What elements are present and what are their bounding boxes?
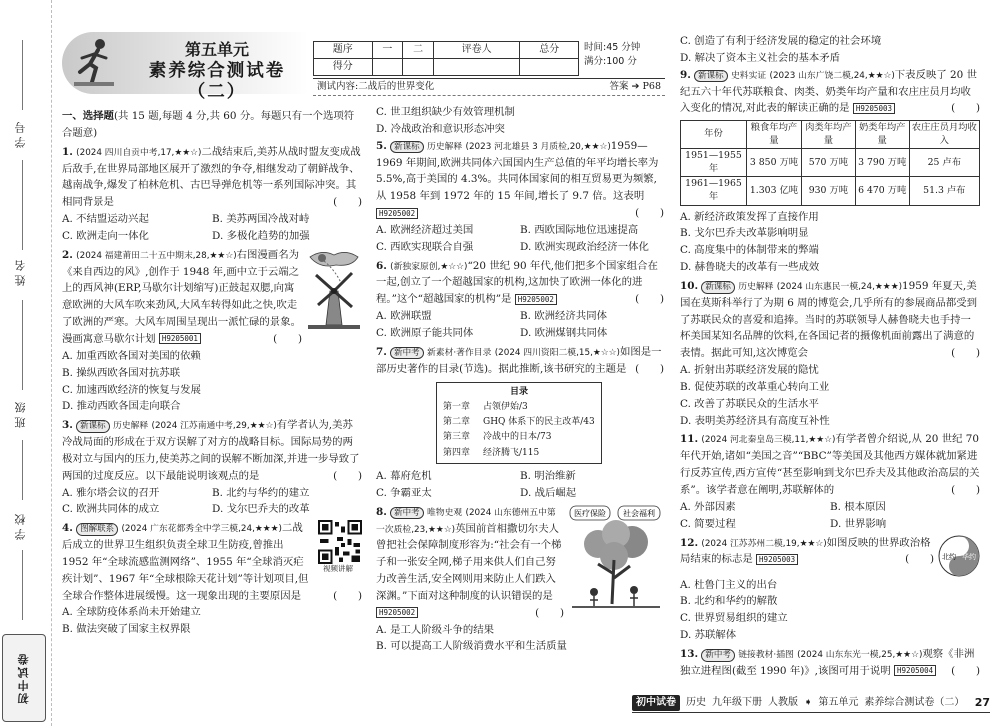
answer-bracket[interactable]: ( ) <box>951 484 980 496</box>
answer-bracket[interactable]: ( ) <box>333 196 362 209</box>
toc-chapter: 第三章 <box>443 432 471 443</box>
answer-bracket[interactable]: ( ) <box>951 347 980 360</box>
question-tag: 新中考 <box>701 649 735 662</box>
option-c[interactable]: C. 争霸亚太 <box>376 486 432 499</box>
page-title <box>128 40 306 103</box>
question-tag-text: 唯物史观 <box>427 507 463 518</box>
question-source: (2024 四川资阳二模,15,★☆☆) <box>494 347 620 358</box>
answer-bracket[interactable]: ( ) <box>635 293 664 306</box>
section-desc: (共 15 题,每题 4 分,共 60 分。每题只有一个选项符合题意) <box>62 110 355 139</box>
question-source: (2024 江苏南通中考,29,★★☆) <box>151 421 277 432</box>
question-stem: 有学者曾介绍说,从 20 世纪 70 年代开始,诸如“美国之音”“BBC”等美国及其他西方媒体就加紧进行反苏宣传,西方宣传“甚至影响到戈尔巴乔夫及其他政治高层的关系”。该学者意在阐明,苏联解体的 <box>680 433 980 496</box>
question-1 <box>62 144 362 245</box>
question-tag: 新课标 <box>701 281 735 294</box>
option-a[interactable]: A. 新经济政策发挥了直接作用 <box>680 210 819 223</box>
toc-row <box>443 430 595 445</box>
margin-line <box>22 440 23 500</box>
option-a[interactable]: A. 幕府危机 <box>376 469 432 482</box>
unit-title: 第五单元 <box>184 40 249 59</box>
toc-chapter: 第二章 <box>443 417 471 428</box>
option-c[interactable]: C. 世界贸易组织的建立 <box>680 612 788 625</box>
table-cell: 930 万吨 <box>801 177 855 205</box>
score-row-label: 得分 <box>314 59 373 76</box>
corner-logo: 初中试卷 <box>2 634 46 722</box>
option-b[interactable]: B. 根本原因 <box>830 500 886 513</box>
test-scope: 测试内容:二战后的世界变化 <box>317 81 435 92</box>
option-c[interactable]: C. 高度集中的体制带来的弊端 <box>680 244 819 257</box>
question-8-continued <box>680 33 980 67</box>
question-source: (2024 广东花都秀全中学三模,24,★★★) <box>121 524 282 535</box>
option-b[interactable]: B. 西欧国际地位迅速提高 <box>520 223 639 236</box>
option-d[interactable]: D. 推动西欧各国走向联合 <box>62 400 181 413</box>
answer-ref: 答案 ➔ P68 <box>609 81 661 92</box>
toc-row <box>443 415 595 430</box>
page-footer <box>632 694 990 712</box>
table-cell: 1.303 亿吨 <box>746 177 801 205</box>
option-c[interactable]: C. 欧洲走向一体化 <box>62 229 149 242</box>
question-source: (2024 江苏苏州二模,19,★★☆) <box>701 538 827 549</box>
toc-chapter: 第四章 <box>443 447 471 458</box>
margin-line <box>22 550 23 620</box>
score-header-cell: 总分 <box>520 42 579 59</box>
question-8 <box>376 504 664 656</box>
score-header-cell: 一 <box>372 42 403 59</box>
options <box>680 362 980 429</box>
question-stem: 右图漫画名为《来自西边的风》,创作于 1948 年,画中立于云端之上的西风神(ERP,马歇尔计划缩写)正鼓起双腮,向寓意欧洲的大风车吹来劲风,大风车转得如此之快,吹走了欧洲的严寒。大风车周围呈现出一派忙碌的景象。漫画寓意马歇尔计划 <box>62 248 301 345</box>
toc-entry: 冷战中的日本/73 <box>483 432 552 443</box>
footer-subject: 历史 <box>686 696 706 708</box>
question-7 <box>376 344 664 502</box>
option-a[interactable]: A. 欧洲联盟 <box>376 310 432 323</box>
question-stem: 1959 年夏天,美国在莫斯科举行了为期 6 周的博览会,几乎所有的参展商品都受到了苏联民众的喜爱和追捧。当时的苏联领导人赫鲁晓夫也手持一杯美国某知名品牌的饮料,在各国记者的摄像机面前露出了满意的表情。据此可知,这次博览会 <box>680 279 978 360</box>
qr-code-icon[interactable] <box>318 520 362 564</box>
question-code: H9205002 <box>376 208 418 219</box>
question-12 <box>680 535 980 644</box>
options <box>680 209 980 276</box>
options <box>376 468 664 502</box>
question-code: H9205002 <box>376 607 418 618</box>
table-header: 肉类年均产量 <box>801 121 855 149</box>
options <box>376 308 664 342</box>
table-header: 粮食年均产量 <box>746 121 801 149</box>
answer-bracket[interactable]: ( ) <box>951 664 980 677</box>
toc-row <box>443 446 595 461</box>
question-source: (2023 山东广饶二模,24,★★☆) <box>769 70 895 81</box>
question-number: 2. <box>62 248 73 261</box>
question-stem: 有学者认为,美苏冷战局面的形成在于双方误解了对方的战略目标。国际局势的两极对立与国内的压力,使美苏之间的误解不断加深,并进一步导致了两国的过度反应。以下最能说明该观点的是 <box>62 419 360 482</box>
question-13 <box>680 646 980 680</box>
question-4-continued <box>376 104 664 138</box>
margin-line <box>22 40 23 110</box>
option-a[interactable]: A. 是工人阶级斗争的结果 <box>376 623 495 636</box>
question-number: 7. <box>376 345 387 358</box>
option-c[interactable]: C. 改善了苏联民众的生活水平 <box>680 397 819 410</box>
question-stem: 英国前首相撒切尔夫人曾把社会保障制度形容为:“社会有一个梯子和一张安全网,梯子用来供人们自己努力改善生活,安全网则用来防止人们跌入深渊。”下面对这种制度的认识错误的是 <box>376 522 562 602</box>
question-source: (2024 山东东光一模,25,★★☆) <box>797 649 923 660</box>
section-title: 一、选择题 <box>62 110 114 122</box>
options <box>680 499 980 533</box>
options <box>62 211 362 245</box>
toc-entry: GHQ 体系下的民主改革/43 <box>483 417 595 428</box>
answer-bracket[interactable]: ( ) <box>905 553 934 566</box>
nato-warsaw-diagram <box>938 535 980 577</box>
margin-line <box>22 160 23 250</box>
option-b[interactable]: B. 可以提高工人阶级消费水平和生活质量 <box>376 640 567 653</box>
option-d[interactable]: D. 欧洲实现政治经济一体化 <box>520 240 649 253</box>
question-stem: 如图是一部历史著作的目录(节选)。据此推断,该书研究的主题是 <box>376 345 662 375</box>
question-number: 4. <box>62 522 73 535</box>
option-b[interactable]: B. 促使苏联的改革重心转向工业 <box>680 380 830 393</box>
question-tag-text: 历史解释 <box>113 421 149 432</box>
answer-bracket[interactable]: ( ) <box>535 606 564 619</box>
table-cell: 1951—1955 年 <box>681 149 747 177</box>
answer-bracket[interactable]: ( ) <box>635 362 664 375</box>
question-10 <box>680 278 980 430</box>
option-a[interactable]: A. 加重西欧各国对美国的依赖 <box>62 349 201 362</box>
diagram-label-nato: 北约 <box>942 552 956 561</box>
answer-bracket[interactable]: ( ) <box>333 469 362 482</box>
option-d[interactable]: D. 冷战政治和意识形态冲突 <box>376 122 505 135</box>
question-stem: 如图反映的世界政治格局结束的标志是 <box>680 536 931 566</box>
option-b[interactable]: B. 北约和华约的解散 <box>680 595 778 608</box>
margin-label-name: 姓名 <box>14 256 27 286</box>
question-11 <box>680 431 980 532</box>
column-3 <box>680 33 980 682</box>
question-tag-text: 历史解释 <box>738 281 774 292</box>
full-score: 满分:100 分 <box>584 55 637 67</box>
answer-bracket[interactable]: ( ) <box>951 102 980 115</box>
option-b[interactable]: B. 戈尔巴乔夫改革影响明显 <box>680 227 809 240</box>
toc-title: 目录 <box>509 386 528 397</box>
option-c[interactable]: C. 欧洲共同体的成立 <box>62 503 160 516</box>
option-c[interactable]: C. 简要过程 <box>680 517 736 530</box>
table-cell: 51.3 卢布 <box>909 177 979 205</box>
table-cell: 6 470 万吨 <box>855 177 909 205</box>
table-cell: 25 卢布 <box>909 149 979 177</box>
table-cell: 1961—1965 年 <box>681 177 747 205</box>
option-d[interactable]: D. 戈尔巴乔夫的改革 <box>212 503 310 516</box>
binding-margin <box>0 0 52 726</box>
question-number: 8. <box>376 505 387 518</box>
question-tag: 新中考 <box>390 347 424 360</box>
option-b[interactable]: B. 北约与华约的建立 <box>212 486 310 499</box>
diagram-label-warsaw: 华约 <box>962 552 976 561</box>
question-source: (2023 河北雄县 3 月质检,20,★★☆) <box>465 141 611 152</box>
table-cell: 3 850 万吨 <box>746 149 801 177</box>
question-tag: 新中考 <box>390 507 424 520</box>
question-number: 6. <box>376 259 387 272</box>
option-c[interactable]: C. 世卫组织缺少有效管理机制 <box>376 106 515 118</box>
question-source: (2024 四川自贡中考,17,★★☆) <box>76 147 202 158</box>
test-title: 素养综合测试卷（二） <box>148 61 286 103</box>
tree-label-medical: 医疗保险 <box>574 508 606 518</box>
windmill-cartoon-image <box>306 247 362 331</box>
option-d[interactable]: D. 解决了资本主义社会的基本矛盾 <box>680 51 841 64</box>
question-tag-text: 历史解释 <box>427 141 463 152</box>
toc-entry: 占领伊始/3 <box>483 401 528 412</box>
question-code: H9205002 <box>515 294 557 305</box>
column-1 <box>62 108 362 640</box>
margin-label-school: 学校 <box>14 510 27 540</box>
question-code: H9205001 <box>159 333 201 344</box>
question-9 <box>680 67 980 276</box>
question-3 <box>62 417 362 518</box>
question-stem: 二战后成立的世界卫生组织负责全球卫生防疫,曾推出 1952 年“全球流感监测网络”、1955 年“全球消灭疟疾计划”、1967 年“全球根除天花计划”等计划项目,但全球合作整体进展缓慢。这一现象出现的主要原因是 <box>62 522 309 602</box>
options <box>62 348 362 415</box>
margin-label-student-id: 学号 <box>14 118 27 148</box>
question-number: 12. <box>680 536 699 549</box>
chevron-right-icon: ➧ <box>804 696 813 708</box>
tree-label-welfare: 社会福利 <box>623 508 655 518</box>
score-header-cell: 题序 <box>314 42 373 59</box>
table-row <box>681 177 980 205</box>
table-header: 农庄庄员月均收入 <box>909 121 979 149</box>
question-4 <box>62 520 362 638</box>
question-code: H9205004 <box>894 665 936 676</box>
option-d[interactable]: D. 赫鲁晓夫的改革有一些成效 <box>680 261 820 274</box>
question-source: (2024 山东惠民一模,24,★★★) <box>776 281 903 292</box>
footer-grade: 九年级下册 <box>712 696 762 708</box>
question-tag-text: 链接教材·插图 <box>738 649 794 660</box>
book-toc-figure <box>436 382 602 464</box>
page-number: 27 <box>974 696 990 709</box>
option-d[interactable]: D. 苏联解体 <box>680 629 737 642</box>
toc-entry: 经济腾飞/115 <box>483 447 540 458</box>
option-a[interactable]: A. 杜鲁门主义的出台 <box>680 578 778 591</box>
question-tag: 新课标 <box>76 420 110 433</box>
question-number: 1. <box>62 145 73 158</box>
runner-icon <box>72 36 118 88</box>
question-source: (2024 山东德州五中第一次质检,23,★★☆) <box>376 507 556 535</box>
question-stem: “20 世纪 90 年代,他们把多个国家组合在一起,创立了一个超越国家的机构,这加快了欧洲一体化的进程。”这个“超越国家的机构”是 <box>376 259 658 306</box>
score-header-cell: 评卷人 <box>433 42 519 59</box>
question-tag: 新课标 <box>694 70 728 83</box>
question-6 <box>376 258 664 342</box>
score-header-cell: 二 <box>403 42 434 59</box>
option-d[interactable]: D. 世界影响 <box>830 517 887 530</box>
question-tag: 图解联系 <box>76 523 118 536</box>
section-header <box>62 108 362 142</box>
question-code: H9205003 <box>756 554 798 565</box>
question-stem: 1959—1969 年期间,欧洲共同体六国国内生产总值的年平均增长率为 5.5%,高于美国的 4.3%。共同体国家间的相互贸易更为频繁,从 1958 年到 1972 年的 15 年间,增长了 9.7 倍。这表明 <box>376 139 659 203</box>
question-tag: 新课标 <box>390 141 424 154</box>
column-2 <box>376 33 664 657</box>
toc-row <box>443 400 595 415</box>
table-cell: 570 万吨 <box>801 149 855 177</box>
table-row <box>681 149 980 177</box>
option-b[interactable]: B. 操纵西欧各国对抗苏联 <box>62 366 181 379</box>
options <box>62 604 362 638</box>
time-limit: 时间:45 分钟 <box>584 42 641 53</box>
answer-bracket[interactable]: ( ) <box>635 207 664 220</box>
option-d[interactable]: D. 多极化趋势的加强 <box>212 229 310 242</box>
option-a[interactable]: A. 外部因素 <box>680 500 736 513</box>
question-source: (2024 河北秦皇岛三模,11,★★☆) <box>701 435 836 446</box>
question-tag-text: 史料实证 <box>731 70 767 81</box>
option-a[interactable]: A. 全球防疫体系尚未开始建立 <box>62 606 201 619</box>
table-header: 奶类年均产量 <box>855 121 909 149</box>
option-c[interactable]: C. 欧洲原子能共同体 <box>376 326 474 339</box>
option-d[interactable]: D. 表明美苏经济具有高度互补性 <box>680 414 830 427</box>
margin-line <box>22 300 23 390</box>
option-b[interactable]: B. 欧洲经济共同体 <box>520 310 607 323</box>
question-source: (新独家原创,★☆☆) <box>390 261 468 272</box>
question-stem: 二战结束后,美苏从战时盟友变成战后敌手,在世界局部地区展开了激烈的争夺,相继发动了朝鲜战争、越南战争,爆发了柏林危机、古巴导弹危机等一系列国际冲突。其相同背景是 <box>62 145 361 209</box>
production-table <box>680 120 980 205</box>
option-b[interactable]: B. 美苏两国冷战对峙 <box>212 213 310 226</box>
option-a[interactable]: A. 不结盟运动兴起 <box>62 213 149 226</box>
qr-block[interactable] <box>314 520 362 574</box>
question-number: 11. <box>680 433 699 446</box>
option-c[interactable]: C. 加速西欧经济的恢复与发展 <box>62 383 201 396</box>
footer-edition: 人教版 <box>768 696 798 708</box>
question-number: 13. <box>680 647 699 660</box>
question-number: 5. <box>376 139 387 152</box>
option-c[interactable]: C. 西欧实现联合自强 <box>376 240 474 253</box>
option-d[interactable]: D. 战后崛起 <box>520 486 577 499</box>
question-number: 9. <box>680 68 691 81</box>
toc-chapter: 第一章 <box>443 401 471 412</box>
option-c[interactable]: C. 创造了有利于经济发展的稳定的社会环境 <box>680 35 882 47</box>
table-header: 年份 <box>681 121 747 149</box>
footer-rule <box>632 712 990 713</box>
options <box>62 485 362 519</box>
answer-bracket[interactable]: ( ) <box>333 589 362 602</box>
option-a[interactable]: A. 雅尔塔会议的召开 <box>62 486 160 499</box>
options <box>680 577 980 644</box>
question-stem: 观察《非洲独立进程图(截至 1990 年)》,该图可用于说明 <box>680 647 975 677</box>
option-b[interactable]: B. 做法突破了国家主权界限 <box>62 623 191 636</box>
option-a[interactable]: A. 折射出苏联经济发展的隐忧 <box>680 364 819 377</box>
footer-title: 素养综合测试卷（二） <box>864 696 965 708</box>
question-code: H9205003 <box>853 103 895 114</box>
question-number: 10. <box>680 279 699 292</box>
welfare-tree-cartoon-image <box>568 504 664 610</box>
footer-brand: 初中试卷 <box>632 695 680 711</box>
question-tag-text: 新素材·著作目录 <box>427 347 492 358</box>
option-a[interactable]: A. 欧洲经济超过美国 <box>376 223 474 236</box>
question-source: (2024 福建莆田二十五中期末,28,★★☆) <box>76 250 237 261</box>
options <box>376 222 664 256</box>
option-d[interactable]: D. 欧洲煤钢共同体 <box>520 326 608 339</box>
answer-bracket[interactable]: ( ) <box>273 332 302 345</box>
footer-unit: 第五单元 <box>818 696 859 708</box>
option-b[interactable]: B. 明治维新 <box>520 469 576 482</box>
qr-caption: 视频讲解 <box>323 564 353 574</box>
table-cell: 3 790 万吨 <box>855 149 909 177</box>
question-stem: 下表反映了 20 世纪五六十年代苏联粮食、肉类、奶类年均产量和农庄庄员月均收入变化的情况,对此表的解读正确的是 <box>680 68 977 115</box>
margin-label-class: 班级 <box>14 398 27 428</box>
question-2 <box>62 247 362 415</box>
options <box>376 622 664 656</box>
question-number: 3. <box>62 419 73 432</box>
question-5 <box>376 138 664 256</box>
